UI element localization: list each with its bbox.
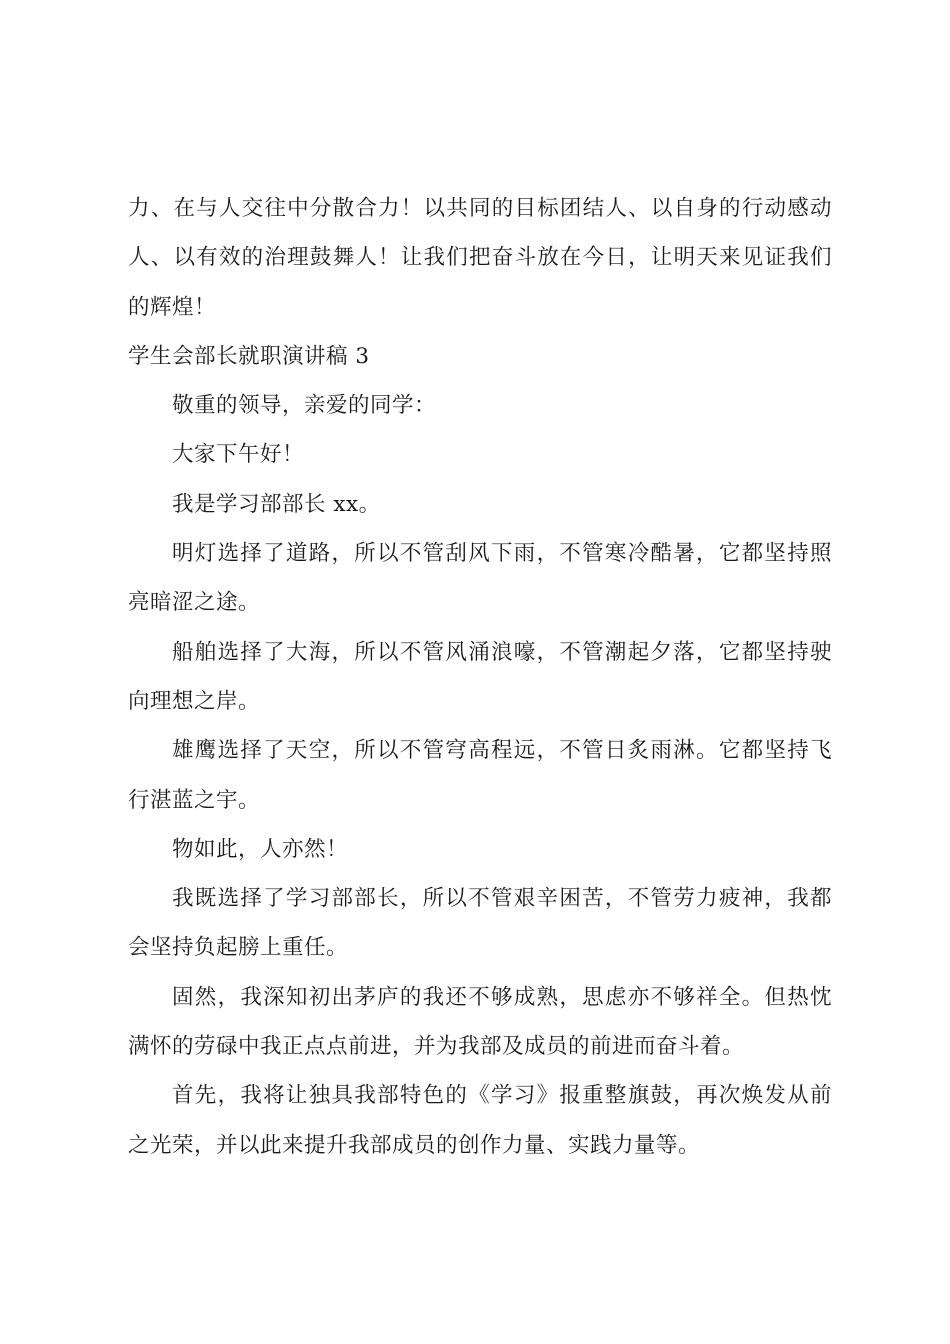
text-line: 首先，我将让独具我部特色的《学习》报重整旗鼓，再次焕发从前 [172,1083,832,1109]
text-line: 物如此，人亦然！ [172,836,349,862]
text-line: 力、在与人交往中分散合力！以共同的目标团结人、以自身的行动感动 [128,196,832,221]
text-line: 会坚持负起膀上重任。 [128,935,349,961]
text-line: 固然，我深知初出茅庐的我还不够成熟，思虑亦不够祥全。但热忱 [172,984,832,1010]
text-line: 雄鹰选择了天空，所以不管穹高程远，不管日炙雨淋。它都坚持飞 [172,738,832,764]
text-line: 我既选择了学习部部长，所以不管艰辛困苦，不管劳力疲神，我都 [172,886,832,912]
text-line: 船舶选择了大海，所以不管风涌浪嚎，不管潮起夕落，它都坚持驶 [172,639,832,665]
text-line: 亮暗涩之途。 [128,590,261,616]
text-line: 明灯选择了道路，所以不管刮风下雨，不管寒冷酷暑，它都坚持照 [172,541,832,567]
text-line: 之光荣，并以此来提升我部成员的创作力量、实践力量等。 [128,1132,701,1158]
text-line: 满怀的劳碌中我正点点前进，并为我部及成员的前进而奋斗着。 [128,1034,745,1060]
text-line: 人、以有效的治理鼓舞人！让我们把奋斗放在今日，让明天来见证我们 [128,245,832,271]
text-line: 大家下午好！ [172,442,305,468]
document-body [128,184,832,1170]
text-line: 我是学习部部长 xx。 [172,491,381,517]
text-line: 向理想之岸。 [128,688,261,714]
text-line: 敬重的领导，亲爱的同学： [172,393,437,419]
text-line: 的辉煌！ [128,294,217,320]
section-heading: 学生会部长就职演讲稿 3 [128,343,370,369]
text-line: 行湛蓝之宇。 [128,787,261,813]
